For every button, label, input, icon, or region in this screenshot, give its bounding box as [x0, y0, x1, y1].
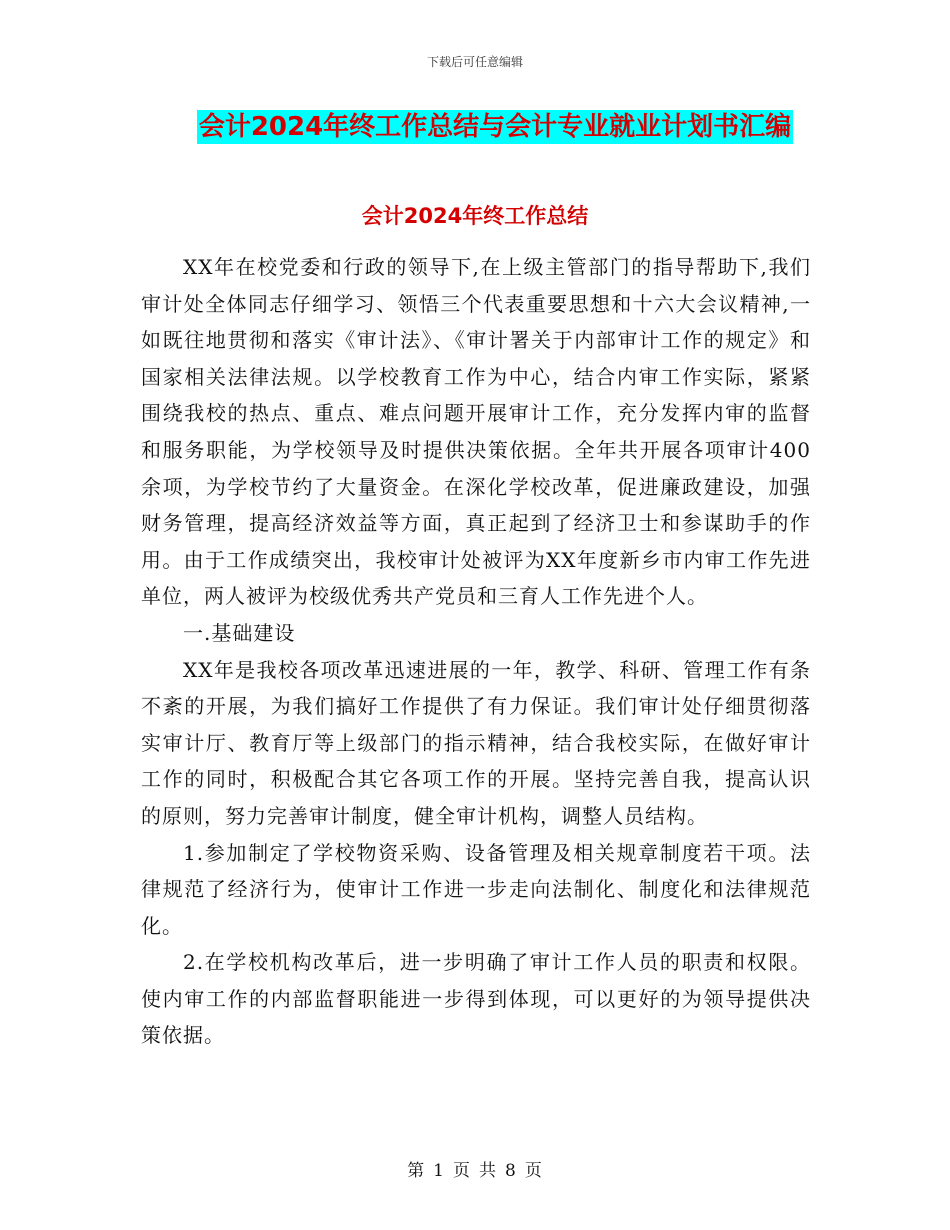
section-title: 会计2024年终工作总结: [361, 204, 589, 228]
footer-total-pages: 8: [505, 1161, 517, 1181]
footer-page-label: 第: [407, 1161, 426, 1181]
footer-page-number: 1: [433, 1161, 445, 1181]
paragraph-intro: XX年在校党委和行政的领导下,在上级主管部门的指导帮助下,我们审计处全体同志仔细学习、领悟三个代表重要思想和十六大会议精神,一如既往地贯彻和落实《审计法》、《审计署关于内部审计工作的规定》和国家相关法律法规。以学校教育工作为中心，结合内审工作实际，紧紧围绕我校的热点、重点、难点问题开展审计工作，充分发挥内审的监督和服务职能，为学校领导及时提供决策依据。全年共开展各项审计400余项，为学校节约了大量资金。在深化学校改革，促进廉政建设，加强财务管理，提高经济效益等方面，真正起到了经济卫士和参谋助手的作用。由于工作成绩突出，我校审计处被评为XX年度新乡市内审工作先进单位，两人被评为校级优秀共产党员和三育人工作先进个人。: [141, 255, 811, 609]
paragraph-item-2: 2.在学校机构改革后，进一步明确了审计工作人员的职责和权限。使内审工作的内部监督职能进一步得到体现，可以更好的为领导提供决策依据。: [141, 950, 811, 1048]
document-title-wrap: [0, 110, 950, 144]
paragraph-item-1: 1.参加制定了学校物资采购、设备管理及相关规章制度若干项。法律规范了经济行为，使审计工作进一步走向法制化、制度化和法律规范化。: [141, 840, 811, 938]
document-body: [141, 249, 811, 1054]
footer-page-unit: 页: [453, 1161, 471, 1181]
page-footer: [0, 1156, 950, 1181]
document-title: 会计2024年终工作总结与会计专业就业计划书汇编: [198, 112, 792, 142]
header-note: 下载后可任意编辑: [426, 55, 523, 69]
paragraph-basic-construction: XX年是我校各项改革迅速进展的一年，教学、科研、管理工作有条不紊的开展，为我们搞好工作提供了有力保证。我们审计处仔细贯彻落实审计厅、教育厅等上级部门的指示精神，结合我校实际，在做好审计工作的同时，积极配合其它各项工作的开展。坚持完善自我，提高认识的原则，努力完善审计制度，健全审计机构，调整人员结构。: [141, 657, 811, 828]
heading-basic-construction: 一.基础建设: [183, 620, 296, 645]
footer-total-label: 共: [479, 1161, 497, 1181]
footer-total-unit: 页: [524, 1161, 543, 1181]
